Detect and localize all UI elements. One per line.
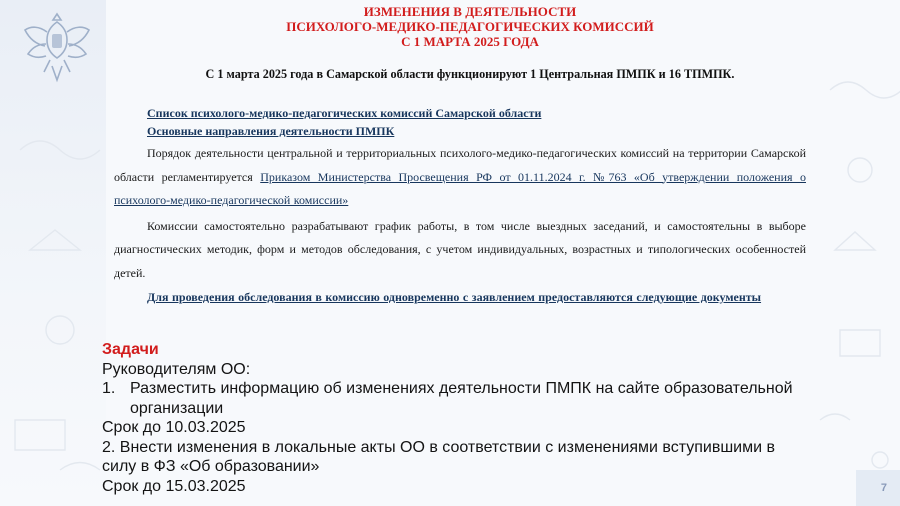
title-line-2: ПСИХОЛОГО-МЕДИКО-ПЕДАГОГИЧЕСКИХ КОМИССИЙ (286, 19, 654, 34)
slide-subtitle: С 1 марта 2025 года в Самарской области функционируют 1 Центральная ПМПК и 16 ТПМПК. (205, 67, 735, 81)
task-item-1 (102, 379, 802, 418)
ministry-emblem-icon (22, 10, 92, 86)
required-documents-link[interactable]: Для проведения обследования в комиссию одновременно с заявлением предоставляются следующие документы (147, 290, 762, 304)
task-deadline-1: Срок до 10.03.2025 (102, 419, 246, 436)
title-line-1: ИЗМЕНЕНИЯ В ДЕЯТЕЛЬНОСТИ (363, 4, 577, 19)
task-item-2: 2. Внести изменения в локальные акты ОО в соответствии с изменениями вступившими в силу в ФЗ «Об образовании» (102, 438, 775, 475)
order-link[interactable]: Приказом Министерства Просвещения РФ от 01.11.2024 г. №763 «Об утверждении положения о психолого-медико-педагогической комиссии» (114, 169, 806, 207)
tasks-section (102, 340, 802, 496)
activity-directions-link[interactable]: Основные направления деятельности ПМПК (147, 124, 395, 138)
task-item-1-text: Разместить информацию об изменениях деятельности ПМПК на сайте образовательной организации (130, 380, 793, 417)
slide-title (240, 4, 700, 49)
page-number: 7 (880, 482, 887, 494)
tasks-heading: Задачи (102, 341, 159, 358)
regulation-paragraph (114, 142, 806, 213)
commissions-list-link[interactable]: Список психолого-медико-педагогических комиссий Самарской области (147, 106, 542, 120)
title-line-3: С 1 МАРТА 2025 ГОДА (401, 34, 539, 49)
task-deadline-2: Срок до 15.03.2025 (102, 477, 246, 495)
task-item-1-number: 1. (102, 380, 116, 397)
document-excerpt (114, 106, 806, 308)
tasks-recipients: Руководителям ОО: (102, 360, 251, 378)
regulation-text: Порядок деятельности центральной и территориальных психолого-медико-педагогических комиссий на территории Самарской области регламентируется (114, 146, 806, 184)
schedule-paragraph: Комиссии самостоятельно разрабатывают график работы, в том числе выездных заседаний, и самостоятельны в выборе диагностических методик, форм и методов обследования, с учетом индивидуальных, возрастных и типологических особенностей детей. (114, 218, 806, 280)
